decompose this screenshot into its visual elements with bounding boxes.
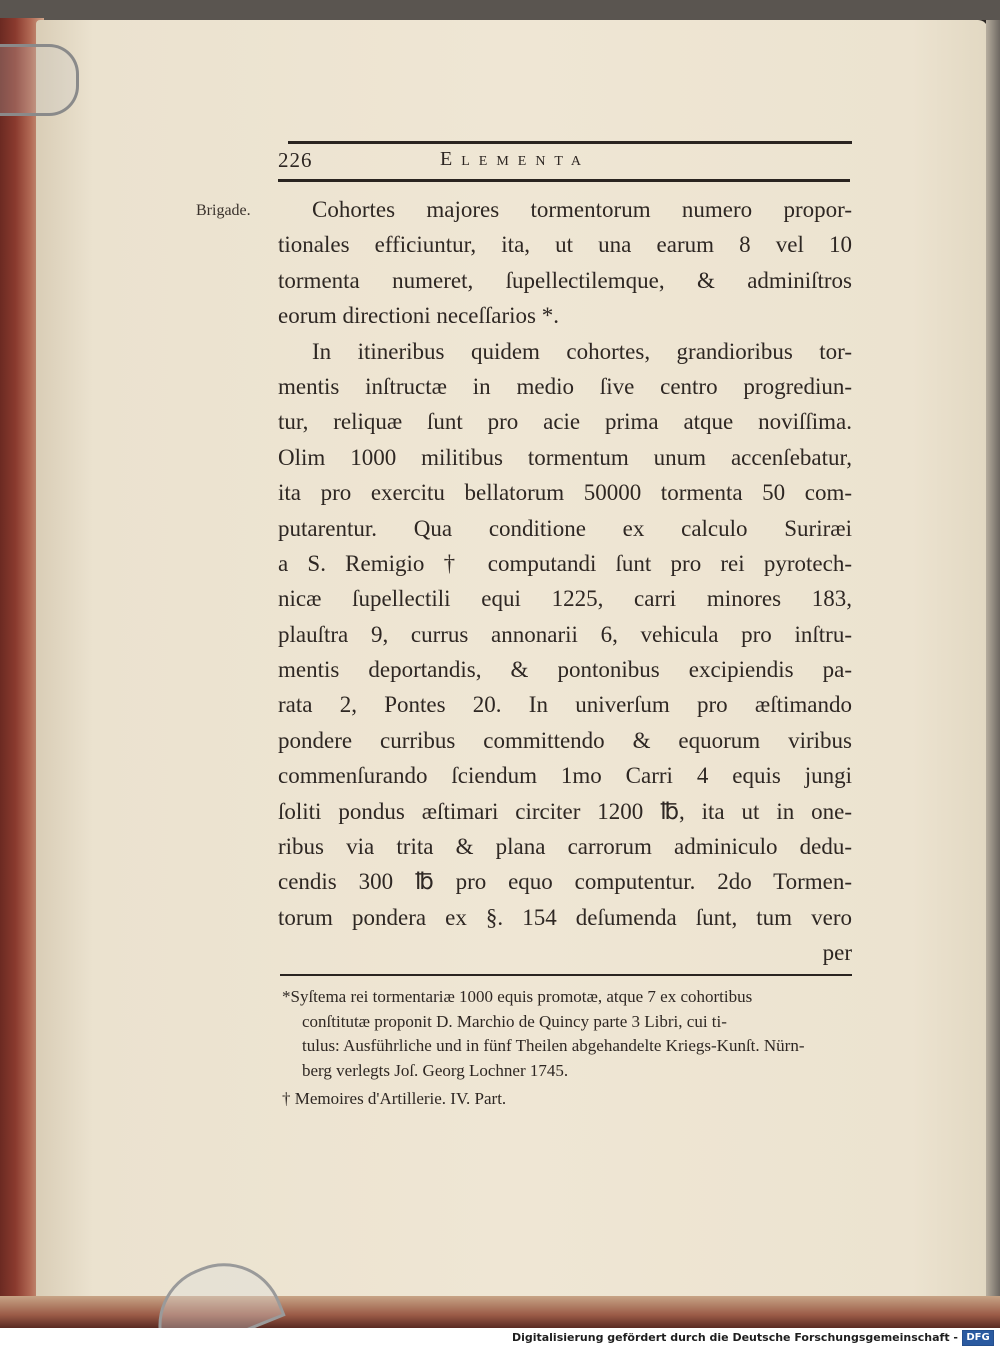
- footnotes: [282, 985, 854, 1112]
- body-line: Olim 1000 militibus tormentum unum accenſebatur,: [278, 444, 852, 470]
- body-line: cendis 300 ℔ pro equo computentur. 2do Tormen-: [278, 869, 852, 895]
- body-line: ſoliti pondus æſtimari circiter 1200 ℔, ita ut in one-: [278, 798, 852, 824]
- scan-top-edge: [0, 0, 1000, 20]
- body-line: plauſtra 9, currus annonarii 6, vehicula pro inſtru-: [278, 621, 852, 647]
- body-line: ribus via trita & plana carrorum adminiculo dedu-: [278, 834, 852, 860]
- margin-note: Brigade.: [196, 202, 251, 219]
- page-clip-top: [0, 44, 79, 116]
- body-line: a S. Remigio † computandi ſunt pro rei pyrotech-: [278, 550, 852, 576]
- footnote-line: *Syſtema rei tormentariæ 1000 equis promotæ, atque 7 ex cohortibus: [282, 987, 753, 1006]
- body-line: commenſurando ſciendum 1mo Carri 4 equis jungi: [278, 763, 852, 789]
- body-line: tur, reliquæ ſunt pro acie prima atque noviſſima.: [278, 409, 852, 435]
- body-line: pondere curribus committendo & equorum viribus: [278, 727, 852, 753]
- body-line: rata 2, Pontes 20. In univerſum pro æſtimando: [278, 692, 852, 718]
- footnote-line: † Memoires d'Artillerie. IV. Part.: [282, 1089, 507, 1109]
- footnote-line: berg verlegts Joſ. Georg Lochner 1745.: [302, 1060, 569, 1080]
- body-line: mentis deportandis, & pontonibus excipiendis pa-: [278, 657, 852, 683]
- body-line: Cohortes majores tormentorum numero propor-: [312, 197, 852, 222]
- body-line: mentis inſtructæ in medio ſive centro progrediun-: [278, 373, 852, 399]
- running-head: Elementa: [440, 148, 590, 170]
- body-line: eorum directioni neceſſarios *.: [278, 303, 560, 329]
- body-line: nicæ ſupellectili equi 1225, carri minores 183,: [278, 586, 852, 612]
- header-rule-top: [288, 141, 852, 144]
- body-line: putarentur. Qua conditione ex calculo Suriræi: [278, 515, 852, 541]
- body-text: [278, 192, 852, 971]
- credit-text: Digitalisierung gefördert durch die Deutsche Forschungsgemeinschaft -: [511, 1331, 958, 1344]
- footnote-line: conſtitutæ proponit D. Marchio de Quincy parte 3 Libri, cui ti-: [302, 1011, 727, 1031]
- body-line: In itineribus quidem cohortes, grandioribus tor-: [312, 338, 852, 364]
- body-line: torum pondera ex §. 154 deſumenda ſunt, tum vero: [278, 904, 852, 930]
- page-number: 226: [278, 148, 313, 172]
- dfg-logo: DFG: [962, 1330, 994, 1346]
- body-line: ita pro exercitu bellatorum 50000 tormenta 50 com-: [278, 480, 852, 506]
- body-line: tormenta numeret, ſupellectilemque, & adminiſtros: [278, 267, 852, 293]
- footnote-line: tulus: Ausführliche und in fünf Theilen abgehandelte Kriegs-Kunſt. Nürn-: [302, 1036, 805, 1056]
- book-bottom-edge: [0, 1296, 1000, 1328]
- body-line: tionales efficiuntur, ita, ut una earum 8 vel 10: [278, 232, 852, 258]
- catchword: per: [822, 940, 852, 966]
- footnote-rule: [280, 974, 852, 976]
- page-right-edge: [986, 20, 1000, 1302]
- header-rule-bottom: [278, 179, 850, 182]
